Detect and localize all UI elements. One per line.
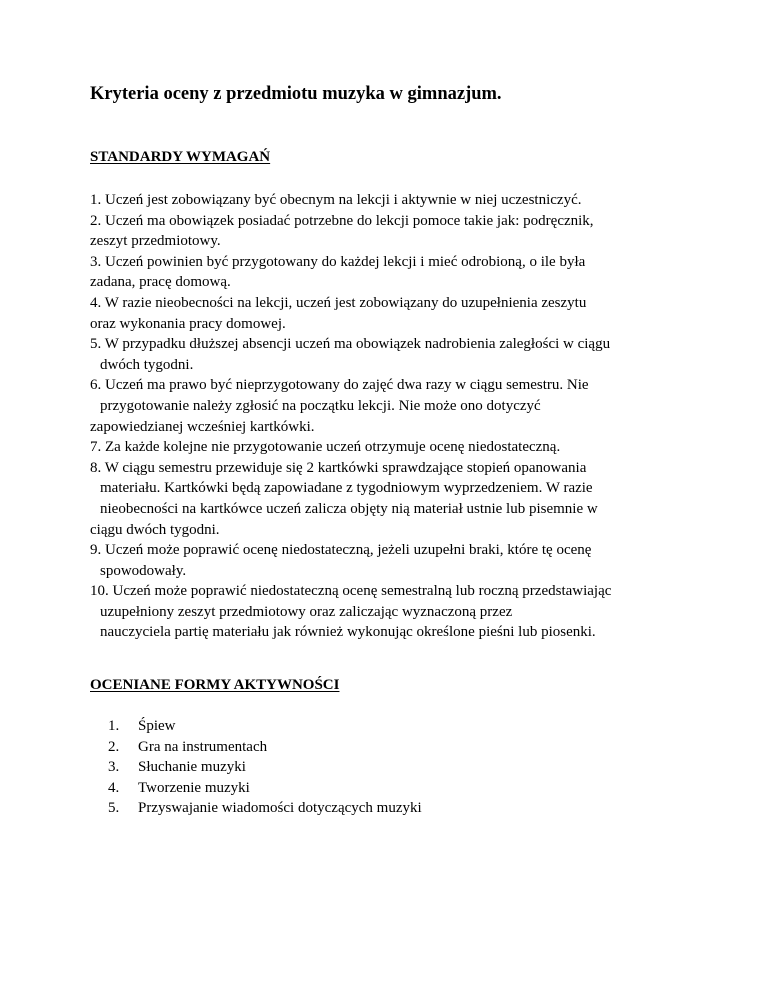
- activity-label: Tworzenie muzyki: [138, 779, 250, 796]
- activities-heading: OCENIANE FORMY AKTYWNOŚCI: [90, 677, 340, 693]
- standards-heading: STANDARDY WYMAGAŃ: [90, 149, 271, 165]
- activity-item: [108, 757, 422, 778]
- activity-label: Słuchanie muzyki: [138, 759, 246, 776]
- standards-line: zeszyt przedmiotowy.: [90, 233, 221, 250]
- standards-line: 6. Uczeń ma prawo być nieprzygotowany do zajęć dwa razy w ciągu semestru. Nie: [90, 377, 589, 394]
- activity-item: [108, 798, 422, 819]
- standards-line: 9. Uczeń może poprawić ocenę niedostateczną, jeżeli uzupełni braki, które tę ocenę: [90, 542, 592, 559]
- activity-label: Śpiew: [138, 718, 176, 734]
- page-title: Kryteria oceny z przedmiotu muzyka w gimnazjum.: [90, 84, 502, 104]
- standards-line: ciągu dwóch tygodni.: [90, 521, 220, 538]
- standards-line: dwóch tygodni.: [100, 356, 194, 373]
- standards-line: uzupełniony zeszyt przedmiotowy oraz zaliczając wyznaczoną przez: [100, 603, 513, 620]
- standards-line: 10. Uczeń może poprawić niedostateczną ocenę semestralną lub roczną przedstawiając: [90, 583, 612, 600]
- standards-line: spowodowały.: [100, 562, 187, 579]
- activities-list: [108, 716, 422, 819]
- standards-line: 3. Uczeń powinien być przygotowany do każdej lekcji i mieć odrobioną, o ile była: [90, 253, 586, 270]
- standards-line: 8. W ciągu semestru przewiduje się 2 kartkówki sprawdzające stopień opanowania: [90, 459, 587, 476]
- standards-line: nauczyciela partię materiału jak również wykonując określone pieśni lub piosenki.: [100, 624, 596, 641]
- standards-line: zapowiedzianej wcześniej kartkówki.: [90, 418, 315, 435]
- activity-number: 1.: [108, 718, 120, 734]
- activity-item: [108, 716, 422, 737]
- standards-line: 1. Uczeń jest zobowiązany być obecnym na lekcji i aktywnie w niej uczestniczyć.: [90, 192, 582, 208]
- standards-line: 4. W razie nieobecności na lekcji, uczeń jest zobowiązany do uzupełnienia zeszytu: [90, 294, 587, 311]
- activity-number: 3.: [108, 759, 120, 776]
- standards-line: nieobecności na kartkówce uczeń zalicza objęty nią materiał ustnie lub pisemnie w: [100, 500, 598, 517]
- activity-label: Przyswajanie wiadomości dotyczących muzyki: [138, 800, 422, 817]
- activity-item: [108, 737, 422, 758]
- standards-line: zadana, pracę domową.: [90, 274, 231, 291]
- standards-line: materiału. Kartkówki będą zapowiadane z tygodniowym wyprzedzeniem. W razie: [100, 480, 593, 497]
- activity-number: 5.: [108, 800, 120, 817]
- standards-line: 5. W przypadku dłuższej absencji uczeń ma obowiązek nadrobienia zaległości w ciągu: [90, 336, 611, 353]
- standards-line: 2. Uczeń ma obowiązek posiadać potrzebne do lekcji pomoce takie jak: podręcznik,: [90, 212, 594, 229]
- standards-line: 7. Za każde kolejne nie przygotowanie uczeń otrzymuje ocenę niedostateczną.: [90, 439, 561, 456]
- activity-number: 2.: [108, 738, 120, 755]
- activity-number: 4.: [108, 779, 120, 796]
- activity-label: Gra na instrumentach: [138, 738, 268, 755]
- standards-list: [90, 190, 730, 643]
- standards-line: oraz wykonania pracy domowej.: [90, 315, 286, 332]
- standards-line: przygotowanie należy zgłosić na początku lekcji. Nie może ono dotyczyć: [100, 397, 541, 414]
- activity-item: [108, 778, 422, 799]
